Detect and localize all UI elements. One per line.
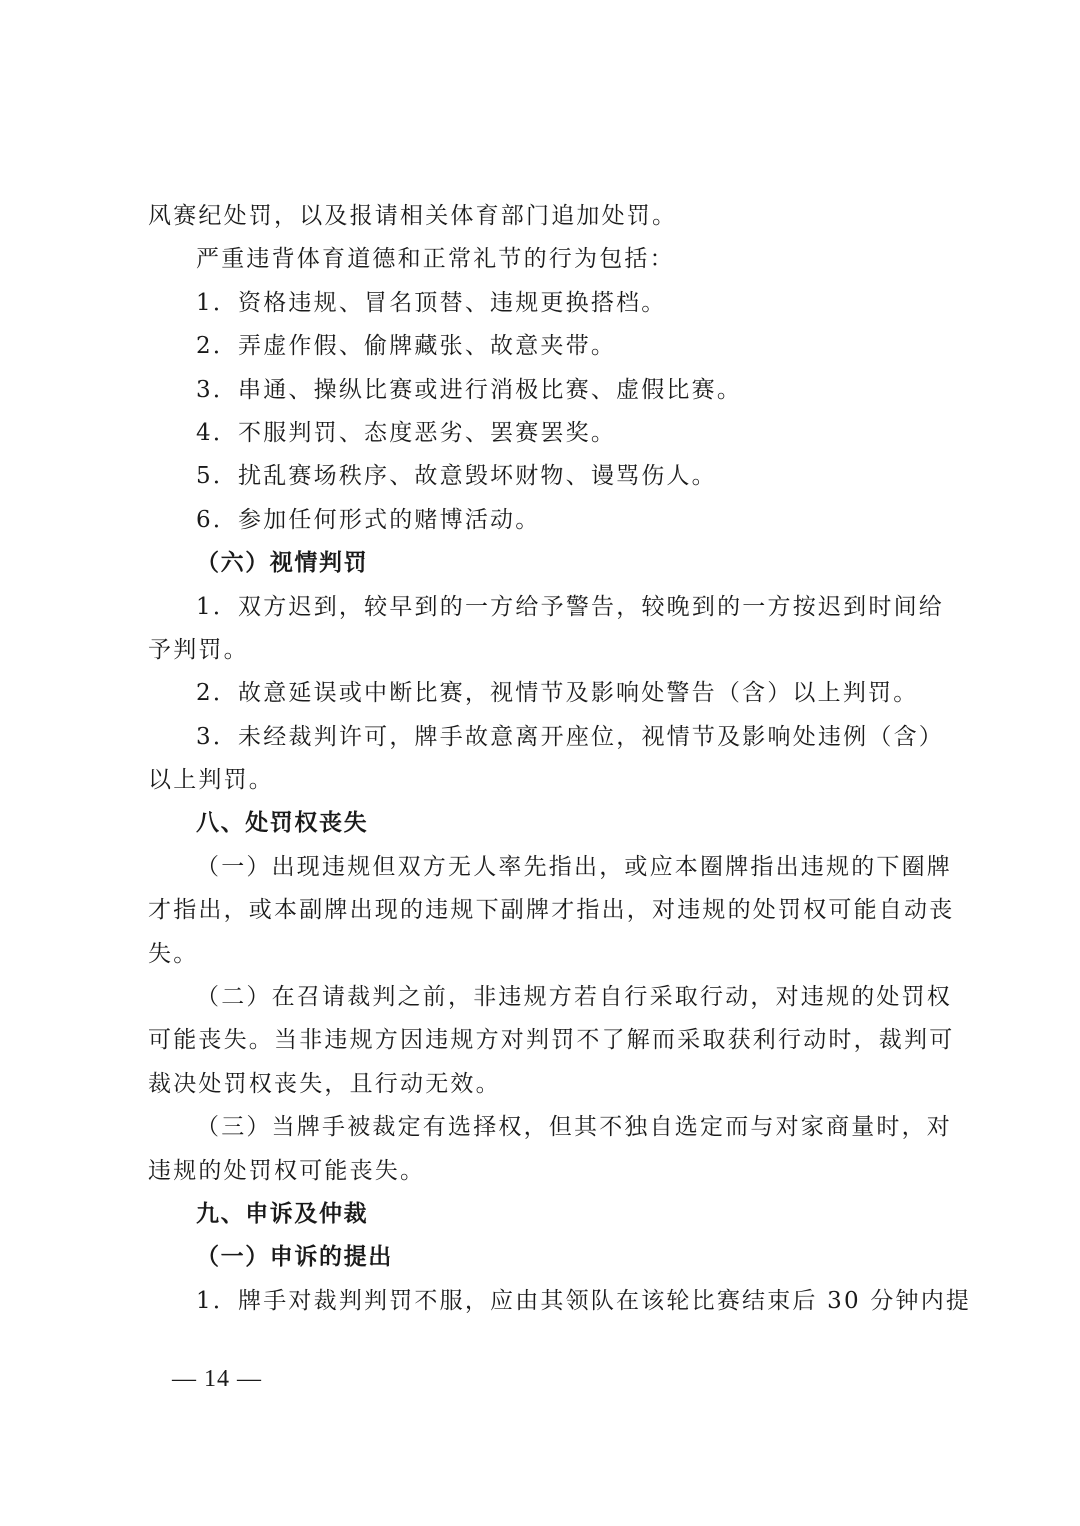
paragraph-line: 可能丧失。当非违规方因违规方对判罚不了解而采取获利行动时，裁判可 — [148, 1027, 955, 1054]
list-item: 1．双方迟到，较早到的一方给予警告，较晚到的一方按迟到时间给 — [196, 593, 944, 620]
section-heading: 九、申诉及仲裁 — [196, 1200, 369, 1227]
paragraph-line: （三）当牌手被裁定有选择权，但其不独自选定而与对家商量时，对 — [196, 1114, 952, 1141]
paragraph-line: 失。 — [148, 940, 199, 967]
list-item: 6．参加任何形式的赌博活动。 — [196, 506, 541, 533]
document-body — [148, 195, 972, 1323]
paragraph-line: 风赛纪处罚，以及报请相关体育部门追加处罚。 — [148, 203, 678, 229]
list-item: 4．不服判罚、态度恶劣、罢赛罢奖。 — [196, 419, 617, 446]
list-item: 2．弄虚作假、偷牌藏张、故意夹带。 — [196, 333, 617, 360]
list-item: 3．串通、操纵比赛或进行消极比赛、虚假比赛。 — [196, 376, 743, 403]
list-item: 1．牌手对裁判判罚不服，应由其领队在该轮比赛结束后 30 分钟内提 — [196, 1287, 972, 1314]
paragraph-line: 违规的处罚权可能丧失。 — [148, 1157, 426, 1184]
list-item: 1．资格违规、冒名顶替、违规更换搭档。 — [196, 289, 667, 316]
list-item: 3．未经裁判许可，牌手故意离开座位，视情节及影响处违例（含） — [196, 723, 944, 750]
list-item: 5．扰乱赛场秩序、故意毁坏财物、谩骂伤人。 — [196, 463, 717, 490]
paragraph-line: 才指出，或本副牌出现的违规下副牌才指出，对违规的处罚权可能自动丧 — [148, 897, 955, 924]
subsection-heading: （一）申诉的提出 — [196, 1244, 393, 1271]
section-heading: 八、处罚权丧失 — [196, 810, 369, 837]
paragraph-line: 裁决处罚权丧失，且行动无效。 — [148, 1070, 501, 1097]
paragraph-line: 予判罚。 — [148, 636, 249, 663]
paragraph-line: 严重违背体育道德和正常礼节的行为包括： — [196, 246, 675, 273]
subsection-heading: （六）视情判罚 — [196, 550, 369, 577]
list-item: 2．故意延误或中断比赛，视情节及影响处警告（含）以上判罚。 — [196, 680, 919, 707]
paragraph-line: （二）在召请裁判之前，非违规方若自行采取行动，对违规的处罚权 — [196, 984, 952, 1011]
paragraph-line: 以上判罚。 — [148, 767, 274, 794]
page-number: — 14 — — [172, 1366, 262, 1392]
paragraph-line: （一）出现违规但双方无人率先指出，或应本圈牌指出违规的下圈牌 — [196, 853, 952, 880]
